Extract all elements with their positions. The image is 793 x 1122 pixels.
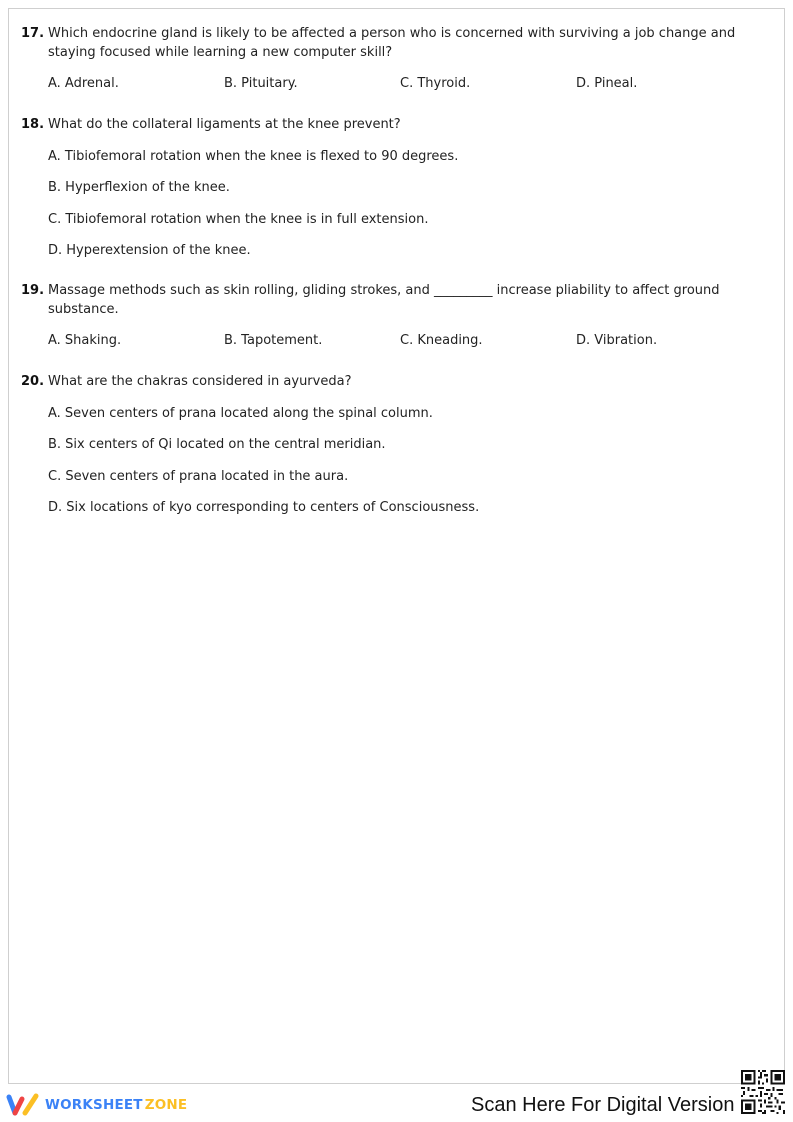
question-number: 20. bbox=[21, 374, 45, 389]
option-d[interactable]: D. Pineal. bbox=[576, 76, 638, 91]
option-b[interactable]: B. Tapotement. bbox=[224, 333, 323, 348]
question-text: What do the collateral ligaments at the knee prevent? bbox=[48, 117, 401, 132]
option-a[interactable]: A. Adrenal. bbox=[48, 76, 119, 91]
logo-word-worksheet: WORKSHEET bbox=[45, 1097, 143, 1113]
option-a[interactable]: A. Tibiofemoral rotation when the knee is flexed to 90 degrees. bbox=[48, 148, 459, 164]
worksheet-zone-logo[interactable] bbox=[6, 1093, 187, 1117]
options-row bbox=[48, 74, 761, 93]
option-b[interactable]: B. Six centers of Qi located on the central meridian. bbox=[48, 437, 386, 452]
option-c[interactable]: C. Seven centers of prana located in the aura. bbox=[48, 468, 349, 484]
question-17 bbox=[21, 24, 761, 93]
question-18 bbox=[21, 115, 761, 260]
option-d[interactable]: D. Six locations of kyo corresponding to centers of Consciousness. bbox=[48, 500, 480, 515]
option-b[interactable]: B. Hyperflexion of the knee. bbox=[48, 180, 230, 195]
options-column bbox=[48, 147, 761, 261]
question-number: 19. bbox=[21, 283, 45, 298]
question-20 bbox=[21, 372, 761, 517]
option-b[interactable]: B. Pituitary. bbox=[224, 76, 298, 91]
question-text: What are the chakras considered in ayurveda? bbox=[48, 374, 352, 389]
option-a[interactable]: A. Seven centers of prana located along the spinal column. bbox=[48, 405, 433, 421]
logo-word-zone: ZONE bbox=[144, 1097, 188, 1113]
option-c[interactable]: C. Kneading. bbox=[400, 333, 483, 348]
option-d[interactable]: D. Hyperextension of the knee. bbox=[48, 243, 251, 258]
question-number: 18. bbox=[21, 117, 45, 132]
logo-w-icon bbox=[6, 1093, 40, 1117]
question-text: Which endocrine gland is likely to be affected a person who is concerned with surviving a job change and staying focused while learning a new computer skill? bbox=[48, 26, 736, 60]
question-text: Massage methods such as skin rolling, gliding strokes, and _________ increase pliability to affect ground substance. bbox=[48, 283, 720, 317]
option-d[interactable]: D. Vibration. bbox=[576, 333, 658, 348]
qr-code-icon[interactable] bbox=[741, 1070, 785, 1114]
option-a[interactable]: A. Shaking. bbox=[48, 333, 122, 348]
option-c[interactable]: C. Thyroid. bbox=[400, 76, 471, 91]
options-row bbox=[48, 331, 761, 350]
question-19 bbox=[21, 281, 761, 350]
option-c[interactable]: C. Tibiofemoral rotation when the knee is in full extension. bbox=[48, 211, 429, 227]
options-column bbox=[48, 404, 761, 518]
scan-label: Scan Here For Digital Version bbox=[471, 1094, 735, 1116]
question-number: 17. bbox=[21, 26, 45, 41]
